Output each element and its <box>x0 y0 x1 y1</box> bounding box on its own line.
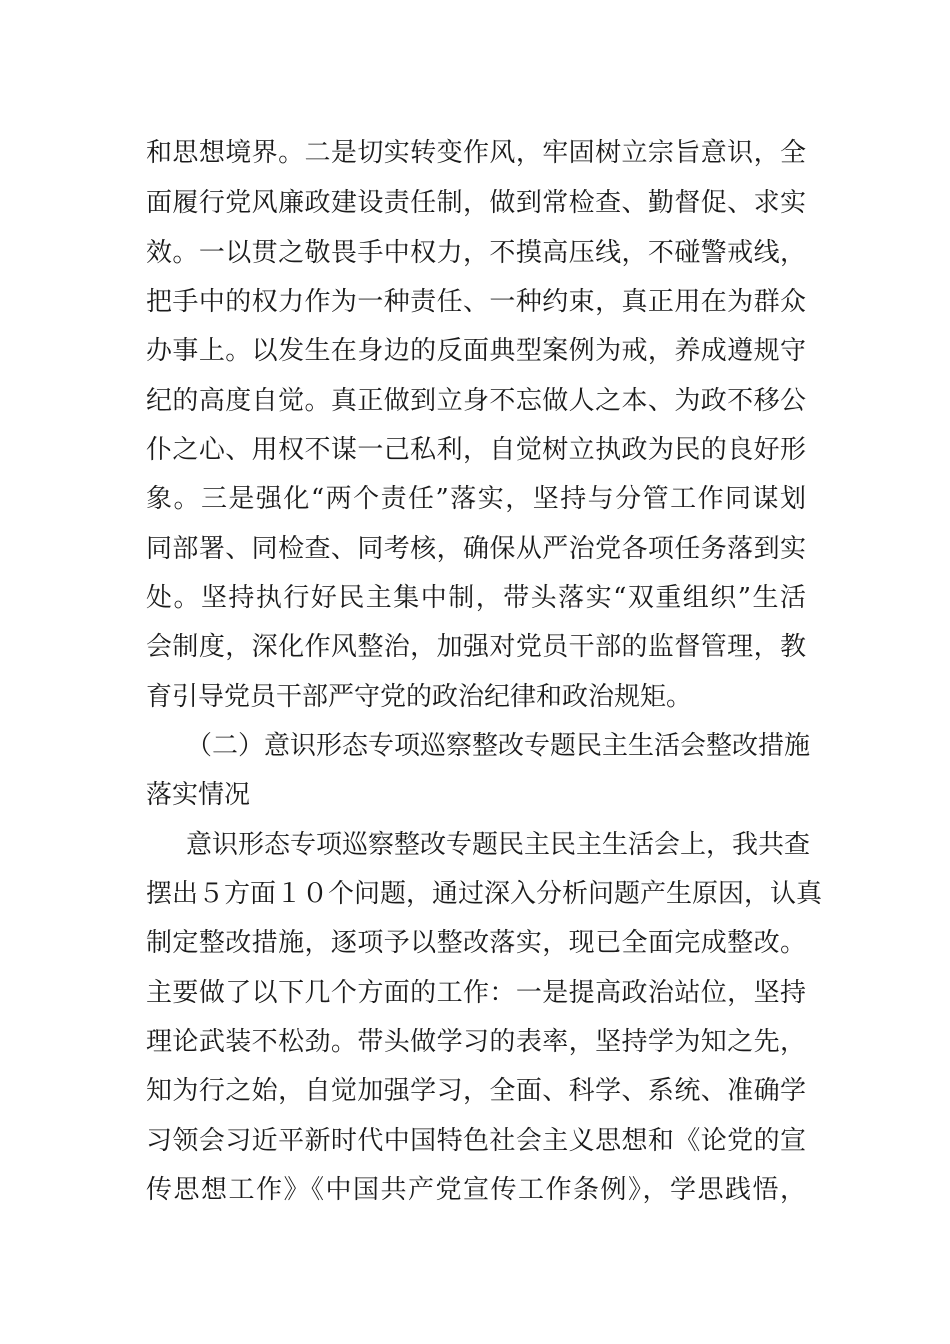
paragraph2-line-5: 理论武装不松劲。带头做学习的表率，坚持学为知之先， <box>146 1027 806 1057</box>
paragraph2-line-1: 意识形态专项巡察整改专题民主民主生活会上，我共查 <box>186 830 811 860</box>
paragraph1-line-6: 纪的高度自觉。真正做到立身不忘做人之本、为政不移公 <box>146 386 806 416</box>
paragraph2-line-3: 制定整改措施，逐项予以整改落实，现已全面完成整改。 <box>146 928 806 958</box>
paragraph1-line-8: 象。三是强化“两个责任”落实，坚持与分管工作同谋划 <box>146 484 806 514</box>
paragraph2-line-8: 传思想工作》《中国共产党宣传工作条例》，学思践悟， <box>146 1175 806 1205</box>
paragraph1-line-1: 和思想境界。二是切实转变作风，牢固树立宗旨意识，全 <box>146 138 806 168</box>
paragraph2-line-2: 摆出５方面１０个问题，通过深入分析问题产生原因，认真 <box>146 879 823 909</box>
paragraph1-line-9: 同部署、同检查、同考核，确保从严治党各项任务落到实 <box>146 534 806 564</box>
paragraph1-line-12: 育引导党员干部严守党的政治纪律和政治规矩。 <box>146 682 693 712</box>
paragraph1-line-2: 面履行党风廉政建设责任制，做到常检查、勤督促、求实 <box>146 188 806 218</box>
section-heading-line-2: 落实情况 <box>146 780 251 810</box>
paragraph1-line-7: 仆之心、用权不谋一己私利，自觉树立执政为民的良好形 <box>146 435 806 465</box>
paragraph1-line-5: 办事上。以发生在身边的反面典型案例为戒，养成遵规守 <box>146 336 806 366</box>
paragraph1-line-10: 处。坚持执行好民主集中制，带头落实“双重组织”生活 <box>146 583 806 613</box>
paragraph1-line-3: 效。一以贯之敬畏手中权力，不摸高压线，不碰警戒线， <box>146 238 806 268</box>
section-heading-line-1: （二）意识形态专项巡察整改专题民主生活会整改措施 <box>186 731 811 761</box>
paragraph1-line-11: 会制度，深化作风整治，加强对党员干部的监督管理，教 <box>146 632 806 662</box>
paragraph2-line-4: 主要做了以下几个方面的工作：一是提高政治站位，坚持 <box>146 978 806 1008</box>
paragraph2-line-6: 知为行之始，自觉加强学习，全面、科学、系统、准确学 <box>146 1076 806 1106</box>
paragraph1-line-4: 把手中的权力作为一种责任、一种约束，真正用在为群众 <box>146 287 806 317</box>
paragraph2-line-7: 习领会习近平新时代中国特色社会主义思想和《论党的宣 <box>146 1126 806 1156</box>
